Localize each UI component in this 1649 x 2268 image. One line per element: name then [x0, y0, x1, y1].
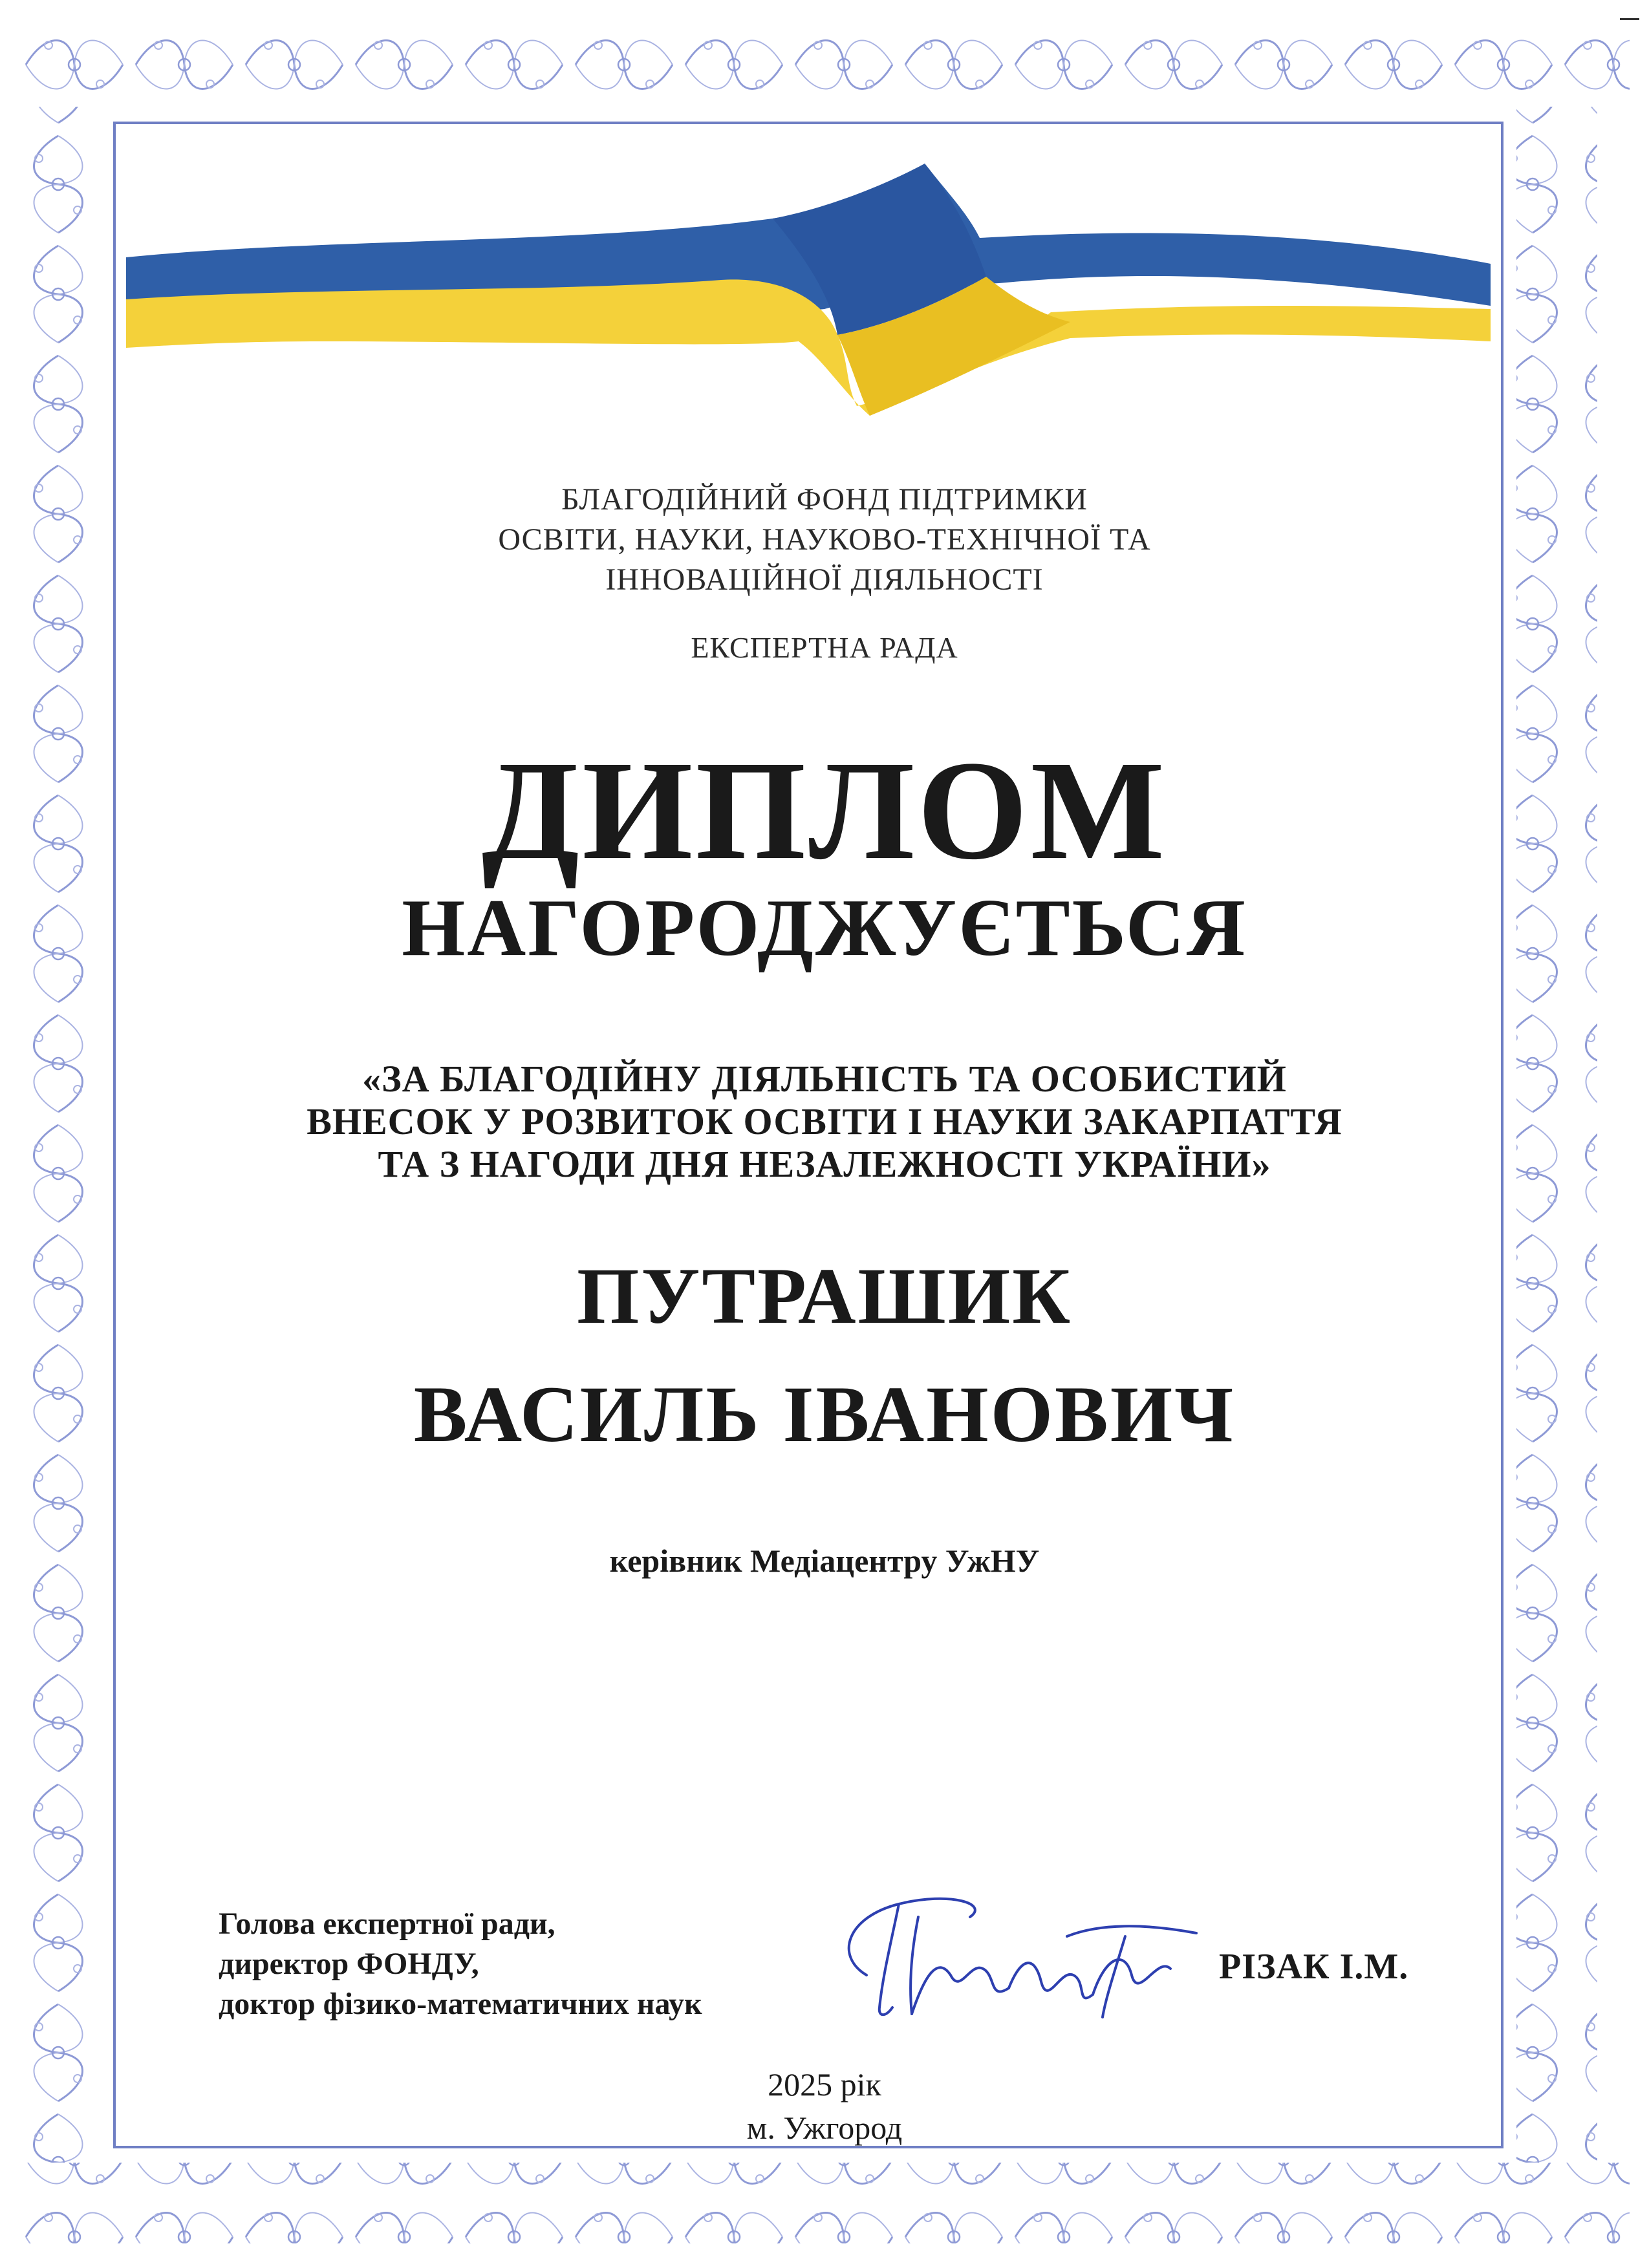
diploma-title: ДИПЛОМ	[481, 731, 1168, 889]
issue-city: м. Ужгород	[746, 2110, 903, 2146]
corner-mark	[1620, 18, 1639, 20]
reason-line-1: «ЗА БЛАГОДІЙНУ ДІЯЛЬНІСТЬ ТА ОСОБИСТИЙ	[362, 1058, 1287, 1100]
award-reason	[0, 1058, 1649, 1186]
org-line-3: ІННОВАЦІЙНОЇ ДІЯЛЬНОСТІ	[605, 562, 1044, 597]
recipient-given-name: ВАСИЛЬ ІВАНОВИЧ	[413, 1370, 1236, 1459]
ukrainian-flag-ribbon	[126, 147, 1491, 419]
organization-name	[0, 480, 1649, 600]
recipient-position: керівник Медіацентру УжНУ	[609, 1543, 1040, 1579]
issue-year: 2025 рік	[768, 2066, 881, 2102]
handwritten-signature	[821, 1878, 1209, 2033]
signer-title	[219, 1904, 702, 2024]
org-line-2: ОСВІТИ, НАУКИ, НАУКОВО-ТЕХНІЧНОЇ ТА	[498, 522, 1151, 557]
reason-line-3: ТА З НАГОДИ ДНЯ НЕЗАЛЕЖНОСТІ УКРАЇНИ»	[378, 1143, 1271, 1185]
signer-line-1: Голова експертної ради,	[219, 1907, 555, 1941]
signer-line-2: директор ФОНДУ,	[219, 1947, 479, 1981]
recipient-surname: ПУТРАШИК	[576, 1252, 1073, 1340]
signer-name: РІЗАК І.М.	[1219, 1947, 1409, 1987]
signer-line-3: доктор фізико-математичних наук	[219, 1987, 702, 2021]
council-name: ЕКСПЕРТНА РАДА	[691, 631, 958, 664]
reason-line-2: ВНЕСОК У РОЗВИТОК ОСВІТИ І НАУКИ ЗАКАРПАТТЯ	[307, 1100, 1342, 1142]
org-line-1: БЛАГОДІЙНИЙ ФОНД ПІДТРИМКИ	[561, 482, 1088, 517]
diploma-subtitle: НАГОРОДЖУЄТЬСЯ	[402, 883, 1247, 973]
